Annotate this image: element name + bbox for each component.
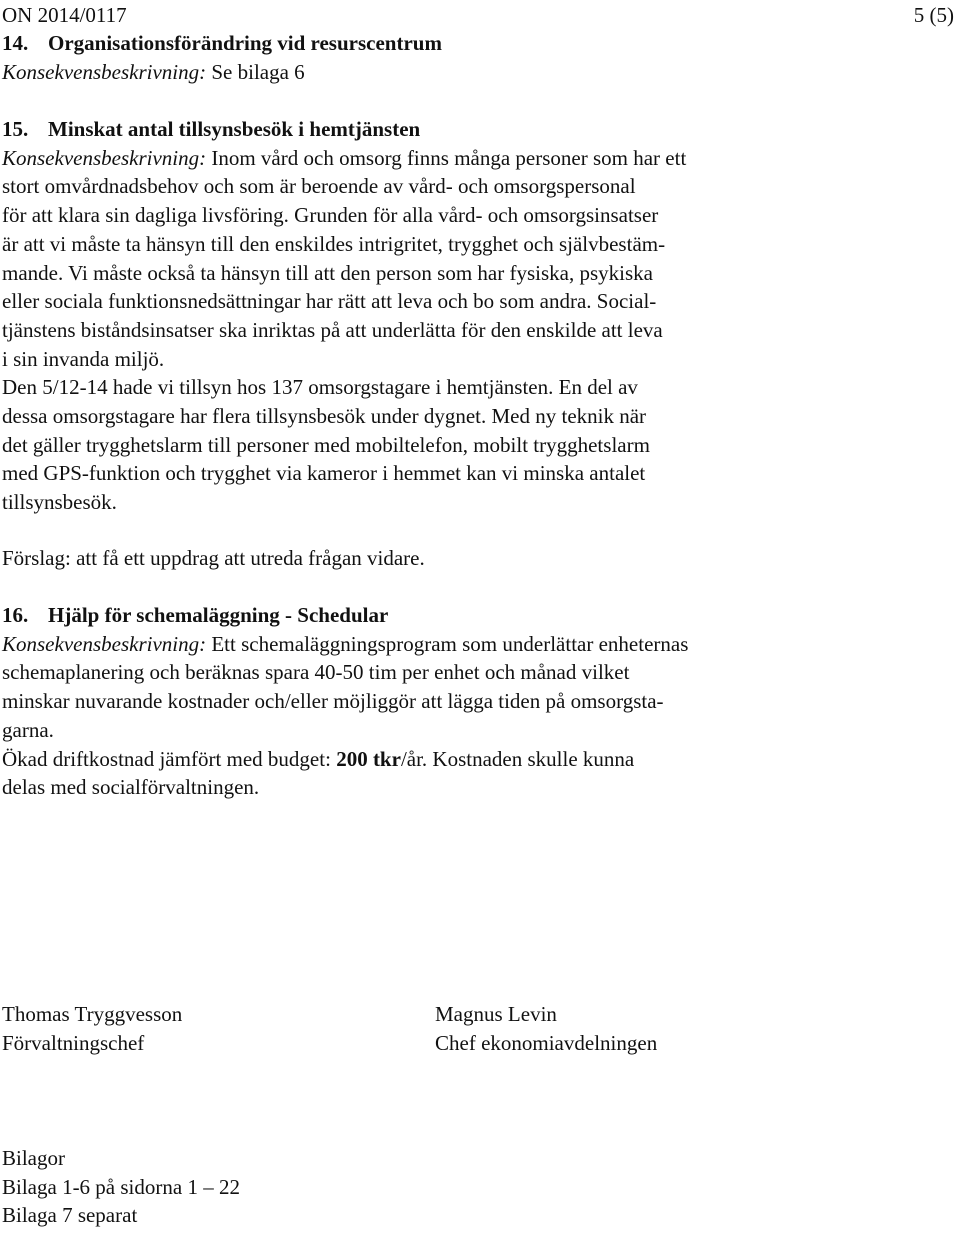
section-15-text-line: med GPS-funktion och trygghet via kameror i hemmet kan vi minska antalet bbox=[2, 461, 646, 486]
signature-right bbox=[435, 1000, 657, 1057]
consequence-label: Konsekvensbeskrivning: bbox=[2, 59, 207, 84]
consequence-label: Konsekvensbeskrivning: bbox=[2, 145, 207, 170]
section-15-proposal: Förslag: att få ett uppdrag att utreda frågan vidare. bbox=[2, 546, 425, 570]
signatory-name: Magnus Levin bbox=[435, 1002, 557, 1026]
section-14-consequence-text: Se bilaga 6 bbox=[206, 59, 305, 84]
document-id: ON 2014/0117 bbox=[2, 3, 127, 27]
section-16-first-line: Ett schemaläggningsprogram som underlättar enheternas bbox=[206, 631, 689, 656]
section-16-number: 16. bbox=[2, 603, 29, 627]
section-15-text-line: Den 5/12-14 hade vi tillsyn hos 137 omsorgstagare i hemtjänsten. En del av bbox=[2, 375, 638, 400]
section-16-text-line bbox=[2, 630, 802, 659]
section-15-text-line: stort omvårdnadsbehov och som är beroende av vård- och omsorgspersonal bbox=[2, 174, 636, 199]
page-header bbox=[2, 1, 954, 30]
section-15-text-line: är att vi måste ta hänsyn till den enskildes intrigritet, trygghet och självbestäm- bbox=[2, 231, 666, 256]
section-16-heading bbox=[2, 601, 802, 630]
page-number: 5 (5) bbox=[913, 3, 954, 27]
section-16-text-line: garna. bbox=[2, 717, 54, 742]
signatory-title: Förvaltningschef bbox=[2, 1030, 145, 1055]
section-15-text-line: tillsynsbesök. bbox=[2, 490, 117, 515]
section-15-number: 15. bbox=[2, 117, 29, 141]
section-15-text-line: det gäller trygghetslarm till personer med mobiltelefon, mobilt trygghetslarm bbox=[2, 432, 650, 457]
section-16-cost-line bbox=[2, 745, 802, 774]
section-15 bbox=[2, 115, 802, 517]
attachment-item: Bilaga 1-6 på sidorna 1 – 22 bbox=[2, 1174, 240, 1199]
cost-prefix: Ökad driftkostnad jämfört med budget: bbox=[2, 746, 337, 771]
attachment-item: Bilaga 7 separat bbox=[2, 1203, 138, 1228]
section-15-text-line: tjänstens biståndsinsatser ska inriktas på att underlätta för den enskilde att leva bbox=[2, 317, 663, 342]
signature-left bbox=[2, 1000, 182, 1057]
section-15-proposal-block bbox=[2, 544, 802, 573]
section-16-text-line: schemaplanering och beräknas spara 40-50 tim per enhet och månad vilket bbox=[2, 660, 630, 685]
section-14-consequence bbox=[2, 58, 802, 87]
section-14 bbox=[2, 29, 802, 86]
section-16-text-line: minskar nuvarande kostnader och/eller möjliggör att lägga tiden på omsorgsta- bbox=[2, 689, 664, 714]
section-15-title: Minskat antal tillsynsbesök i hemtjänsten bbox=[48, 117, 421, 141]
section-15-first-line: Inom vård och omsorg finns många personer som har ett bbox=[206, 145, 687, 170]
signatory-name: Thomas Tryggvesson bbox=[2, 1002, 183, 1026]
section-15-text-line: mande. Vi måste också ta hänsyn till att den person som har fysiska, psykiska bbox=[2, 260, 653, 285]
section-15-text-line: i sin invanda miljö. bbox=[2, 346, 165, 371]
section-15-text-line: eller sociala funktionsnedsättningar har rätt att leva och bo som andra. Social- bbox=[2, 289, 657, 314]
section-15-heading bbox=[2, 115, 802, 144]
section-16-title: Hjälp för schemaläggning - Schedular bbox=[48, 603, 389, 627]
signatory-title: Chef ekonomiavdelningen bbox=[435, 1030, 658, 1055]
section-15-text-line bbox=[2, 144, 802, 173]
section-14-title: Organisationsförändring vid resurscentrum bbox=[48, 31, 442, 55]
section-16 bbox=[2, 601, 802, 802]
section-15-text-line: dessa omsorgstagare har flera tillsynsbesök under dygnet. Med ny teknik när bbox=[2, 404, 647, 429]
section-14-number: 14. bbox=[2, 31, 29, 55]
document-page bbox=[2, 0, 954, 1233]
consequence-label: Konsekvensbeskrivning: bbox=[2, 631, 207, 656]
section-14-heading bbox=[2, 29, 802, 58]
section-15-text-line: för att klara sin dagliga livsföring. Grunden för alla vård- och omsorgsinsatser bbox=[2, 203, 659, 228]
attachments bbox=[2, 1144, 802, 1230]
section-16-cost-line-2: delas med socialförvaltningen. bbox=[2, 775, 260, 800]
cost-value: 200 tkr bbox=[336, 746, 401, 771]
attachments-heading: Bilagor bbox=[2, 1146, 65, 1170]
cost-suffix: /år. Kostnaden skulle kunna bbox=[400, 746, 635, 771]
